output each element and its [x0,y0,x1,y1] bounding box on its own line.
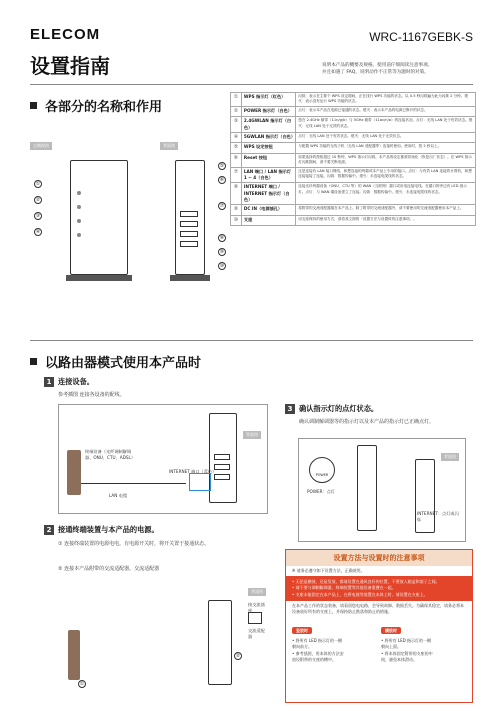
step-title: 接通终端装置与本产品的电源。 [58,525,159,534]
placement-columns [286,617,472,663]
horizontal-item-text: 将所有 LED 指示灯的一侧朝向上面。 [381,638,432,650]
table-row [231,106,476,117]
horizontal-label: 横放时 [381,627,401,634]
section-title-router-mode [30,352,201,371]
step-3-header [285,404,378,414]
step-2-header [44,525,159,535]
back-view-tag: 背面图 [243,431,261,439]
step-3-illustration [298,438,466,542]
step-2-item-2: ② 连接本产品附带的交流适配器。交流适配器 [58,566,160,572]
row-number: ② [231,106,242,117]
step-1-illustration [58,404,268,514]
page-title: 设置指南 [30,54,110,78]
vertical-item-text: 将所有 LED 指示灯的一侧朝向前方。 [292,638,343,650]
row-number: ⑩ [231,215,242,226]
brand-logo: ELECOM [30,26,101,43]
callout-label: ① [35,181,41,187]
parts-table-grid [230,92,476,226]
step-2-illustration [58,590,268,700]
stand-illustration [66,275,132,281]
caution-warning-text: 请不要与调制解调器、终端装置等其他设备重叠在一起。 [295,585,396,591]
part-description: 用支座保持的使用方式，请将其文图的「设置方法与设置时的注意事项」。 [296,215,476,226]
callout-label: ④ [35,229,41,235]
table-row [231,117,476,133]
model-number: WRC-1167GEBK-S [369,30,473,44]
parts-table [230,92,476,226]
callout-label: ⑨ [219,249,225,255]
callout-label: ③ [35,213,41,219]
step-item-text: 连接本产品附带的交流适配器。交流适配器 [64,566,160,572]
lan-port-icon [180,211,198,217]
part-description: 连接光纤终端设备（ONU、CTU 等）的 WAN（互联网）端口或用电连接电线。在端口的旁边有 LED 指示灯。点灯：与 WAN 端设备建立了连接。闪烁：数据传输中。熄灭：未连接电缆线的状态。 [296,183,476,205]
adapter-label: 交流适配器 [248,628,265,639]
modem-illustration [68,630,80,680]
part-description: 点灯：无线 LAN 处于有效状态。熄灭：无线 LAN 处于无效状态。 [296,132,476,143]
callout-label: ⑩ [219,263,225,269]
row-number: ③ [231,117,242,133]
callout-label: ② [235,653,241,659]
router-front-illustration [357,445,377,531]
part-description: 与配置 WPS 功能的无线子机（无线 LAN 适配器等）连接时使用。使用时，按 2 秒以上。 [296,143,476,154]
callout-label: ⑧ [219,235,225,241]
vertical-items: • 将所有 LED 指示灯的一侧朝向前方。 • 参考插图，用本体的方法安放设附带的支座的槽中。 [292,638,344,662]
caution-warning-item: • 支座未能固定在本产品上，在将电视等放置在本体上时，请设置在支座上。 [292,591,428,597]
horizontal-items: • 将所有 LED 指示灯的一侧朝向上面。 • 将本体固定附带的支座的中间，避免本体滑动。 [381,638,433,662]
horizontal-item-text: 将本体固定附带的支座的中间，避免本体滑动。 [381,650,433,662]
step-number: 1 [44,377,54,387]
table-row [231,93,476,107]
step-title: 确认指示灯的点灯状态。 [299,404,379,413]
step-number: 2 [44,525,54,535]
table-row [231,167,476,183]
modem-illustration [67,450,81,495]
led-icon [77,219,81,223]
vertical-placement [292,617,377,663]
table-row [231,183,476,205]
section-title-text: 各部分的名称和作用 [45,100,163,115]
lan-port-icon [180,241,198,247]
part-name: 2.4GWLAN 指示灯（白色） [241,117,295,133]
caution-warning-item: • 请不要与调制解调器、终端装置等其他设备重叠在一起。 [292,585,396,591]
caution-box [285,549,473,703]
caution-note: ※ 请务必遵守如下设置方法，正确使用。 [292,568,365,573]
table-row [231,132,476,143]
row-number: ⑧ [231,183,242,205]
title-note [322,62,482,77]
step-2-item-1: ① 连接终端装置的电源电电。有电源开关时，将开关置于接通状态。 [58,541,210,547]
table-row [231,205,476,216]
stand-illustration [170,275,210,281]
part-name: LAN 端口 / LAN 指示灯 1 ~ 4（白色） [241,167,295,183]
callout-label: ⑤ [219,163,225,169]
vertical-label: 竖放时 [292,627,312,634]
led-icon [77,191,81,195]
part-name: DC IN（电源插孔） [241,205,295,216]
part-name: WPS 设定按钮 [241,143,295,154]
back-view-tag: 背面图 [248,588,266,596]
internet-port-label: INTERNET 端口（蓝色） [169,469,217,474]
square-bullet-icon [30,358,37,365]
lan-cable-line [81,483,186,484]
part-name: Reset 按钮 [241,153,295,167]
step-number: 3 [285,404,295,414]
caution-warning-item: • 无论是横放、还是竖放，都请设置在通风良好的位置，不要放入箱盒和架子之间。 [292,579,440,584]
row-number: ⑦ [231,167,242,183]
row-number: ⑤ [231,143,242,154]
lan-port-icon [214,464,230,470]
step-description: 确认调制解调器等的指示灯以及本产品的指示灯已正确点灯。 [299,419,435,425]
vertical-item-text: 参考插图，用本体的方法安放设附带的支座的槽中。 [292,650,344,662]
divider [30,340,473,341]
caution-title: 设置方法与设置时的注意事项 [286,550,472,566]
step-description: 参考插图 连接各设备的配线。 [58,392,125,398]
router-back-illustration [208,600,232,685]
section-title-parts [30,96,162,115]
part-name: POWER 指示灯（白色） [241,106,295,117]
horizontal-placement [381,617,466,663]
part-description: 将附带的交流适配器插在本产品上。除了附带的交流适配器外，请不要使用的交流适配器使用本产品上。 [296,205,476,216]
part-name: INTERNET 端口 / INTERNET 指示灯（白色） [241,183,295,205]
part-name: 支座 [241,215,295,226]
part-description: 如果选择的按钮超过 10 秒钟，WPS 指示灯闪烁，本产品的设定都被初始化（恢复出厂状态）。在 WPS 指示灯闪烁期间，请不要关断电源。 [296,153,476,167]
lan-port-icon [214,454,230,460]
lan-port-icon [180,221,198,227]
router-back-illustration [175,160,205,275]
power-outlet-icon [248,612,262,624]
row-number: ④ [231,132,242,143]
part-description: 这是连接有 LAN 接口网线，和想连接的终端或本产品上专用的接口。点灯：与有效 LAN 连接的计算机，和想连接接接了连接。闪烁：数据传输中。熄灭：未连接电缆线的状态。 [296,167,476,183]
modem-label: 终端设备（光纤调制解调器、ONU、CTU、ADSL） [85,449,136,460]
caution-warning-text: 支座未能固定在本产品上，在将电视等放置在本体上时，请设置在支座上。 [295,591,428,597]
title-note-line: 说明本产品的概要及规格。使用前仔细阅读注意事项。 [322,63,433,68]
table-row [231,143,476,154]
power-led-zoom-icon [309,457,335,483]
router-front-illustration [70,160,128,275]
table-row [231,215,476,226]
power-led-label: POWER：点灯 [307,489,336,494]
step-item-text: 连接终端装置的电源电电。有电源开关时，将开关置于接通状态。 [64,541,210,547]
callout-label: ② [35,197,41,203]
router-back-illustration [209,413,237,503]
lan-cable-label: LAN 电缆 [109,493,128,498]
power-led-text: POWER [315,473,329,477]
internet-led-label: INTERNET：点灯或闪烁 [417,511,459,522]
lan-port-icon [180,231,198,237]
caution-body: 在本产品工作的状态装备，请看留您电电路，会导致故障、数据丢失。为确保其稳定，请务必将本设备放好所有的支座上，并保持防止跌落和防止的措施。 [292,603,464,615]
left-view-tag: 左侧视图 [30,142,52,150]
internet-port-zoom-icon [189,473,211,491]
step-title: 连接设备。 [58,377,94,386]
back-view-tag: 背面图 [441,453,459,461]
row-number: ⑥ [231,153,242,167]
callout-label: ⑦ [219,203,225,209]
part-name: WPS 指示灯（红色） [241,93,295,107]
part-description: 闪烁：表示在主要个 WPS 设定期间，正在找行 WPS 功能的状态。以 0.5 秒闪烁遍为此为闪烁 2 分钟。熄灭：表示没有运行 WPS 功能的状态。 [296,93,476,107]
caution-warning-list [286,576,472,601]
title-note-line: 并且如遇了 FAQ，说明动作不正常等为题时的对策。 [322,70,429,76]
led-icon [77,233,81,237]
part-description: 您在 2.4GHz 频带（11n/g/b）与 5GHz 频带（11ac/n/a）的连接状况。点灯：无线 LAN 处于有效状态。熄灭：无线 LAN 处于无效的状态。 [296,117,476,133]
row-number: ① [231,93,242,107]
led-icon [77,205,81,209]
callout-label: ⑥ [219,177,225,183]
part-name: 5GWLAN 指示灯（白色） [241,132,295,143]
step-1-header [44,377,94,387]
dc-in-label: 接交流插座 [248,602,265,613]
lan-port-icon [214,474,230,480]
section-title-text: 以路由器模式使用本产品时 [45,356,202,371]
back-view-tag: 背面图 [160,142,178,150]
device-illustration-area [30,150,230,300]
row-number: ⑨ [231,205,242,216]
callout-label: ① [79,681,85,687]
table-row [231,153,476,167]
divider [30,84,473,85]
square-bullet-icon [30,102,37,109]
caution-warning-text: 无论是横放、还是竖放，都请设置在通风良好的位置，不要放入箱盒和架子之间。 [295,579,440,584]
part-description: 点灯：表示本产品在电源已接通的状态。熄灭：表示本产品的电源已断开的状态。 [296,106,476,117]
